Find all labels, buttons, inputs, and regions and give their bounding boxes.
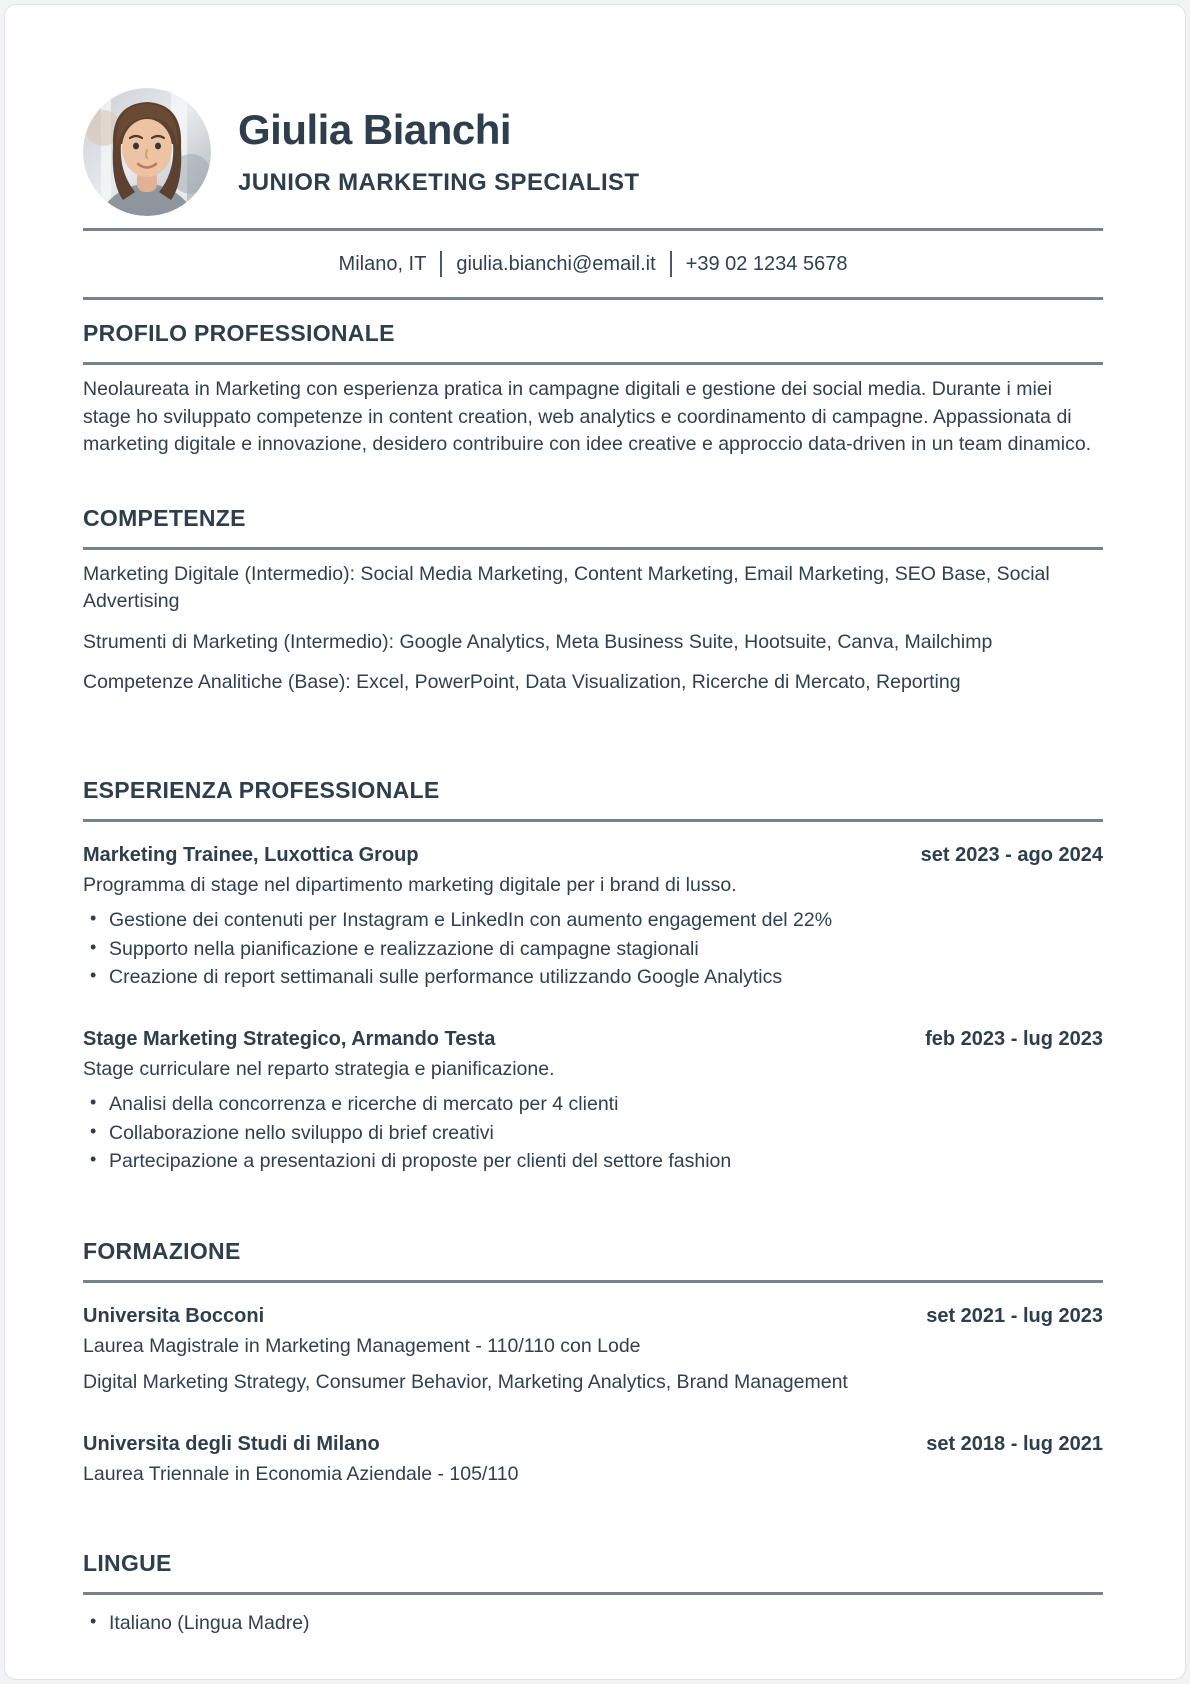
resume-page xyxy=(4,4,1186,1680)
section-skills xyxy=(83,505,1103,697)
contact-separator xyxy=(440,251,442,277)
section-experience xyxy=(83,777,1103,1176)
job-title-company: Stage Marketing Strategico, Armando Testa xyxy=(83,1027,496,1050)
contact-phone: +39 02 1234 5678 xyxy=(685,252,848,275)
profile-text: Neolaureata in Marketing con esperienza pratica in campagne digitali e gestione dei social media. Durante i miei stage ho sviluppato competenze in content creation, web analytics e coordinamento di campagne. Appassionata di marketing digitale e innovazione, desidero contribuire con idee creative e approccio data-driven in un team dinamico. xyxy=(83,378,1092,455)
degree: Laurea Magistrale in Marketing Management - 110/110 con Lode xyxy=(83,1334,641,1357)
job-title-company: Marketing Trainee, Luxottica Group xyxy=(83,843,419,866)
school-dates: set 2018 - lug 2021 xyxy=(926,1432,1103,1455)
job-dates: set 2023 - ago 2024 xyxy=(920,843,1103,866)
contact-email: giulia.bianchi@email.it xyxy=(456,252,656,275)
job-bullet: • Partecipazione a presentazioni di proposte per clienti del settore fashion xyxy=(83,1147,1103,1176)
section-education xyxy=(83,1238,1103,1489)
section-heading-experience: ESPERIENZA PROFESSIONALE xyxy=(83,777,1103,822)
education-header xyxy=(83,1433,1103,1456)
school-name: Universita degli Studi di Milano xyxy=(83,1432,380,1455)
job-summary: Stage curriculare nel reparto strategia e pianificazione. xyxy=(83,1057,555,1080)
job-summary: Programma di stage nel dipartimento marketing digitale per i brand di lusso. xyxy=(83,873,737,896)
job-bullet-list xyxy=(83,1090,1103,1176)
language-list xyxy=(83,1609,1103,1638)
header xyxy=(83,88,1103,216)
profile-photo xyxy=(83,88,211,216)
language-item: • Italiano (Lingua Madre) xyxy=(83,1609,1103,1638)
education-entry xyxy=(83,1305,1103,1397)
person-name: Giulia Bianchi xyxy=(238,105,512,153)
job-bullet: • Supporto nella pianificazione e realizzazione di campagne stagionali xyxy=(83,935,1103,964)
skill-item: Competenze Analitiche (Base): Excel, PowerPoint, Data Visualization, Ricerche di Mercato, Reporting xyxy=(83,671,961,693)
job-entry xyxy=(83,844,1103,992)
skill-item: Strumenti di Marketing (Intermedio): Google Analytics, Meta Business Suite, Hootsuite, Canva, Mailchimp xyxy=(83,630,993,653)
divider-contact xyxy=(83,297,1103,300)
section-heading-education: FORMAZIONE xyxy=(83,1238,1103,1283)
degree: Laurea Triennale in Economia Aziendale - 105/110 xyxy=(83,1462,519,1485)
section-heading-profile: PROFILO PROFESSIONALE xyxy=(83,320,1103,365)
job-bullet: • Gestione dei contenuti per Instagram e LinkedIn con aumento engagement del 22% xyxy=(83,906,1103,935)
job-bullet: • Creazione di report settimanali sulle performance utilizzando Google Analytics xyxy=(83,963,1103,992)
job-bullet: • Collaborazione nello sviluppo di brief creativi xyxy=(83,1119,1103,1148)
profile-photo-illustration xyxy=(83,88,211,216)
job-bullet-list xyxy=(83,906,1103,992)
education-entry xyxy=(83,1433,1103,1489)
divider-top xyxy=(83,228,1103,231)
header-text xyxy=(238,107,640,197)
section-profile xyxy=(83,320,1103,459)
job-bullet: • Analisi della concorrenza e ricerche di mercato per 4 clienti xyxy=(83,1090,1103,1119)
job-title: JUNIOR MARKETING SPECIALIST xyxy=(238,169,640,197)
job-header xyxy=(83,1028,1103,1051)
section-heading-skills: COMPETENZE xyxy=(83,505,1103,550)
job-entry xyxy=(83,1028,1103,1176)
education-details: Digital Marketing Strategy, Consumer Behavior, Marketing Analytics, Brand Management xyxy=(83,1371,848,1393)
skill-item: Marketing Digitale (Intermedio): Social Media Marketing, Content Marketing, Email Marketing, SEO Base, Social Advertising xyxy=(83,562,1050,612)
contact-separator xyxy=(670,251,672,277)
school-name: Universita Bocconi xyxy=(83,1304,265,1327)
section-languages xyxy=(83,1550,1103,1638)
job-header xyxy=(83,844,1103,867)
education-header xyxy=(83,1305,1103,1328)
contact-line xyxy=(83,251,1103,277)
contact-location: Milano, IT xyxy=(338,252,427,275)
job-dates: feb 2023 - lug 2023 xyxy=(925,1027,1103,1050)
school-dates: set 2021 - lug 2023 xyxy=(926,1304,1103,1327)
section-heading-languages: LINGUE xyxy=(83,1550,1103,1595)
